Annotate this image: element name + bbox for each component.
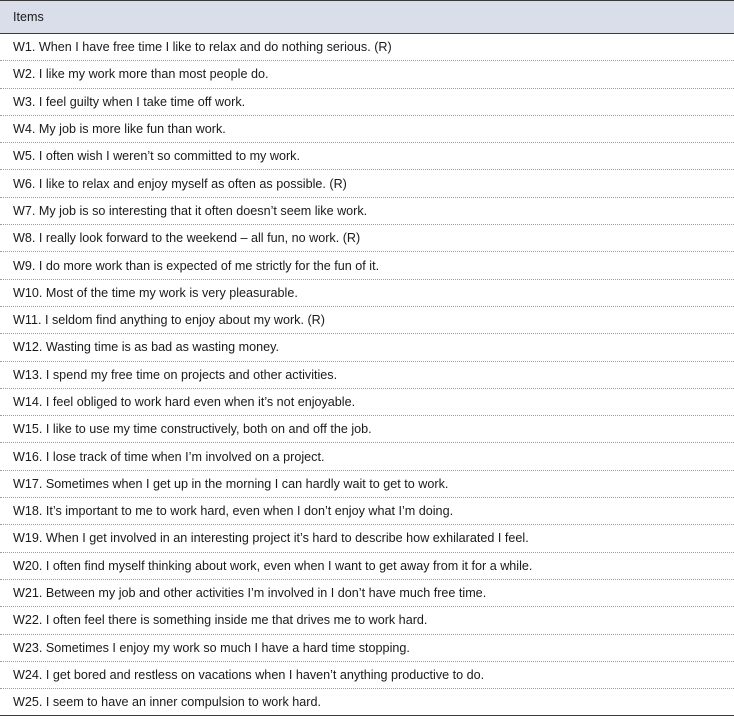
table-row [0,389,734,416]
table-row [0,580,734,607]
table-row [0,225,734,252]
table-row [0,689,734,716]
table-row [0,662,734,689]
table-row [0,498,734,525]
table-header [0,0,734,34]
table-row [0,89,734,116]
table-row [0,525,734,552]
table-row [0,443,734,470]
table-row [0,143,734,170]
item-text: W3. I feel guilty when I take time off work. [13,94,246,109]
table-row [0,198,734,225]
item-text: W22. I often feel there is something inside me that drives me to work hard. [13,613,428,628]
table-row [0,334,734,361]
table-row [0,34,734,61]
item-text: W9. I do more work than is expected of me strictly for the fun of it. [13,258,380,273]
item-text: W5. I often wish I weren’t so committed to my work. [13,149,300,164]
item-text: W17. Sometimes when I get up in the morning I can hardly wait to get to work. [13,476,449,491]
item-text: W25. I seem to have an inner compulsion to work hard. [13,695,321,710]
item-text: W6. I like to relax and enjoy myself as often as possible. (R) [13,176,347,191]
table-row [0,553,734,580]
item-text: W13. I spend my free time on projects and other activities. [13,367,338,382]
item-text: W18. It’s important to me to work hard, even when I don’t enjoy what I’m doing. [13,504,454,519]
table-row [0,280,734,307]
table-row [0,362,734,389]
item-text: W24. I get bored and restless on vacations when I haven’t anything productive to do. [13,667,485,682]
table-row [0,635,734,662]
item-text: W21. Between my job and other activities I’m involved in I don’t have much free time. [13,586,487,601]
table-row [0,170,734,197]
table-body [0,34,734,716]
table-row [0,471,734,498]
table-row [0,61,734,88]
item-text: W15. I like to use my time constructively, both on and off the job. [13,422,372,437]
header-label: Items [13,10,44,24]
item-text: W20. I often find myself thinking about work, even when I want to get away from it for a while. [13,558,533,573]
item-text: W11. I seldom find anything to enjoy about my work. (R) [13,313,325,328]
item-text: W16. I lose track of time when I’m involved on a project. [13,449,325,464]
item-text: W23. Sometimes I enjoy my work so much I have a hard time stopping. [13,640,410,655]
item-text: W1. When I have free time I like to relax and do nothing serious. (R) [13,40,392,55]
table-row [0,307,734,334]
table-row [0,116,734,143]
table-row [0,252,734,279]
item-text: W14. I feel obliged to work hard even when it’s not enjoyable. [13,395,356,409]
item-text: W19. When I get involved in an interesting project it’s hard to describe how exhilarated I feel. [13,531,529,546]
item-text: W2. I like my work more than most people do. [13,67,269,82]
item-text: W8. I really look forward to the weekend – all fun, no work. (R) [13,231,361,246]
table-row [0,607,734,634]
item-text: W7. My job is so interesting that it often doesn’t seem like work. [13,203,368,218]
item-text: W10. Most of the time my work is very pleasurable. [13,285,298,300]
item-text: W4. My job is more like fun than work. [13,122,226,137]
table-row [0,416,734,443]
item-text: W12. Wasting time is as bad as wasting money. [13,340,279,355]
